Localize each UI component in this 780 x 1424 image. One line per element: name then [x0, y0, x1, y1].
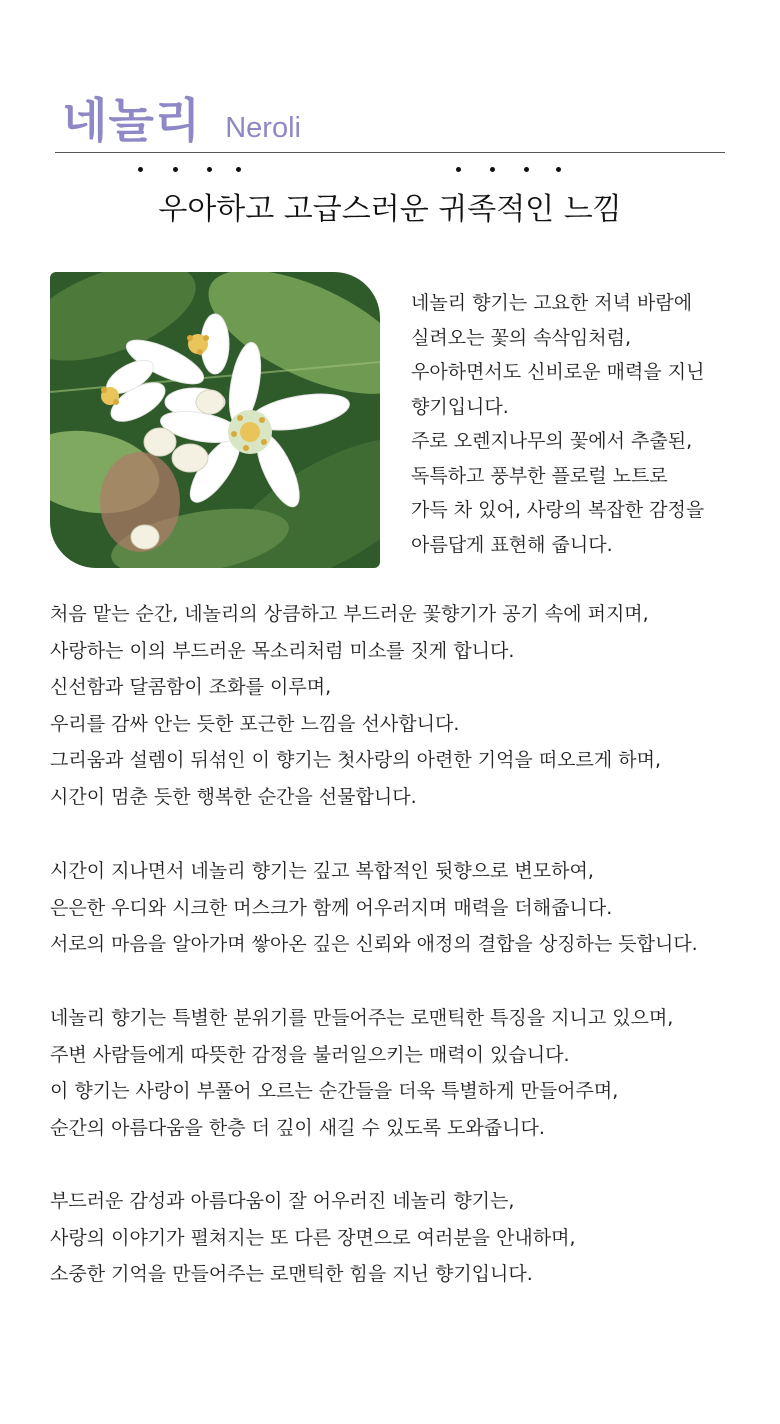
neroli-flower-photo [50, 272, 380, 568]
emphasis-dot [524, 167, 529, 172]
tagline: 우아하고 고급스러운 귀족적인 느낌 [158, 192, 622, 227]
intro-line: 독특하고 풍부한 플로럴 노트로 [411, 464, 668, 487]
paragraph-line: 그리움과 설렘이 뒤섞인 이 향기는 첫사랑의 아련한 기억을 떠오르게 하며, [50, 749, 662, 771]
emphasis-dot [207, 167, 212, 172]
intro-line: 네놀리 향기는 고요한 저녁 바람에 [411, 292, 693, 314]
emphasis-dot [556, 167, 561, 172]
paragraph-line: 이 향기는 사랑이 부풀어 오르는 순간들을 더욱 특별하게 만들어주며, [50, 1080, 619, 1102]
paragraph-line: 부드러운 감성과 아름다움이 잘 어우러진 네놀리 향기는, [50, 1190, 515, 1212]
emphasis-dot [236, 167, 241, 172]
intro-line: 아름답게 표현해 줍니다. [411, 533, 613, 556]
paragraph-line: 순간의 아름다움을 한층 더 깊이 새길 수 있도록 도와줍니다. [50, 1116, 545, 1139]
intro-line: 향기입니다. [411, 395, 509, 418]
paragraph-line: 시간이 멈춘 듯한 행복한 순간을 선물합니다. [50, 785, 417, 808]
paragraph-line: 신선함과 달콤함이 조화를 이루며, [50, 676, 332, 698]
paragraph-2 [50, 853, 750, 963]
paragraph-line: 은은한 우디와 시크한 머스크가 함께 어우러지며 매력을 더해줍니다. [50, 896, 613, 919]
intro-line: 가득 차 있어, 사랑의 복잡한 감정을 [411, 499, 705, 521]
paragraph-line: 시간이 지나면서 네놀리 향기는 깊고 복합적인 뒷향으로 변모하여, [50, 860, 594, 882]
intro-line: 주로 오렌지나무의 꽃에서 추출된, [411, 430, 693, 452]
paragraph-line: 처음 맡는 순간, 네놀리의 상큼하고 부드러운 꽃향기가 공기 속에 퍼지며, [50, 603, 649, 625]
emphasis-dot [138, 167, 143, 172]
page-header [62, 84, 301, 149]
emphasis-dot [173, 167, 178, 172]
header-divider [55, 152, 725, 153]
paragraph-line: 주변 사람들에게 따뜻한 감정을 불러일으키는 매력이 있습니다. [50, 1043, 570, 1066]
paragraph-line: 소중한 기억을 만들어주는 로맨틱한 힘을 지닌 향기입니다. [50, 1263, 533, 1285]
paragraph-line: 서로의 마음을 알아가며 쌓아온 깊은 신뢰와 애정의 결합을 상징하는 듯합니다. [50, 933, 698, 955]
intro-line: 실려오는 꽃의 속삭임처럼, [411, 326, 632, 349]
paragraph-4 [50, 1183, 750, 1293]
flower-illustration [50, 272, 380, 568]
intro-line: 우아하면서도 신비로운 매력을 지닌 [411, 361, 705, 383]
page-title-korean: 네놀리 [62, 94, 202, 149]
paragraph-line: 우리를 감싸 안는 듯한 포근한 느낌을 선사합니다. [50, 712, 460, 735]
emphasis-dot [456, 167, 461, 172]
paragraph-line: 네놀리 향기는 특별한 분위기를 만들어주는 로맨틱한 특징을 지니고 있으며, [50, 1007, 674, 1029]
paragraph-line: 사랑의 이야기가 펼쳐지는 또 다른 장면으로 여러분을 안내하며, [50, 1226, 576, 1249]
emphasis-dot [490, 167, 495, 172]
page-title-english: Neroli [225, 112, 301, 144]
paragraph-line: 사랑하는 이의 부드러운 목소리처럼 미소를 짓게 합니다. [50, 639, 515, 662]
paragraph-1 [50, 596, 750, 815]
paragraph-3 [50, 1000, 750, 1146]
intro-text [411, 286, 751, 562]
